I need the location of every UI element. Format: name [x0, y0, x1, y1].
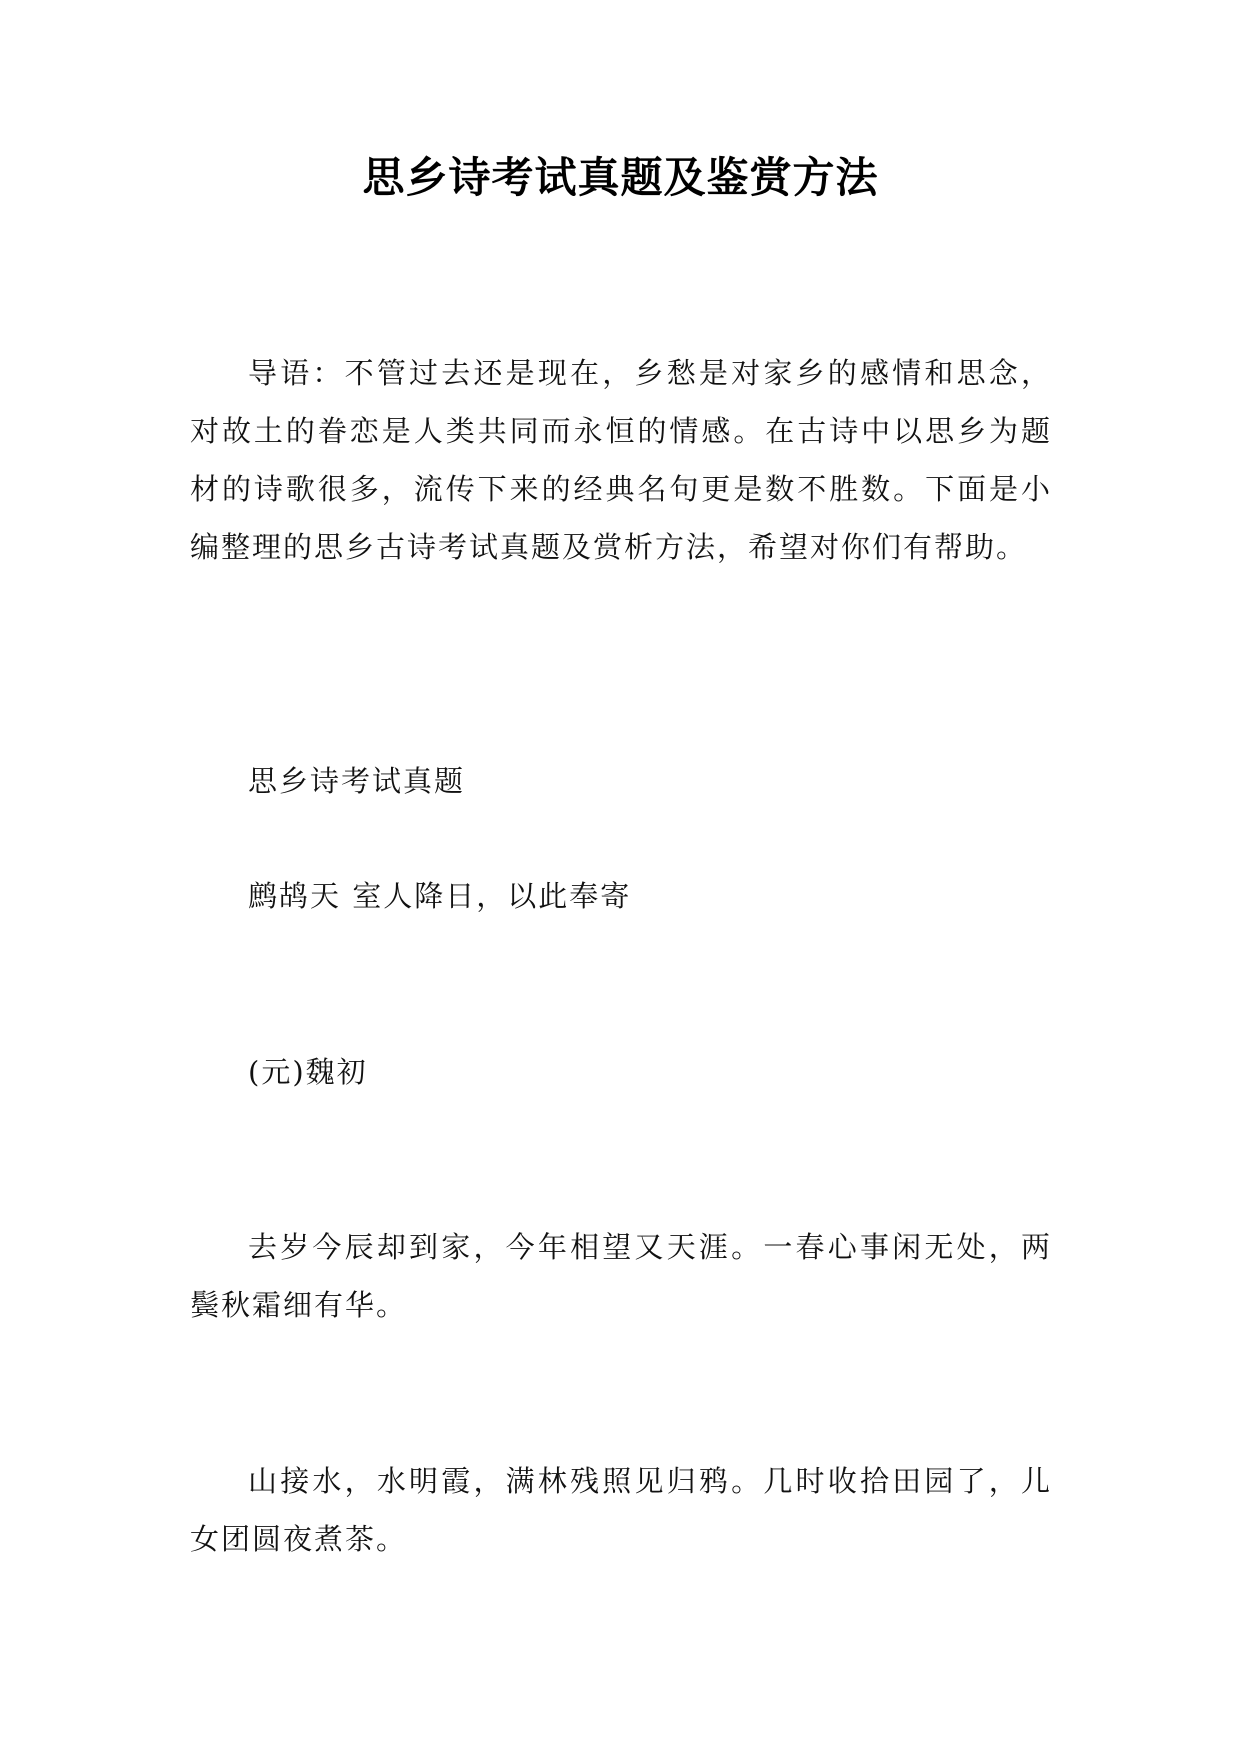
poem-stanza-2: 山接水，水明霞，满林残照见归鸦。几时收拾田园了，儿女团圆夜煮茶。	[190, 1464, 1052, 1556]
poem-stanza-1: 去岁今辰却到家，今年相望又天涯。一春心事闲无处，两鬓秋霜细有华。	[190, 1230, 1052, 1322]
poem-author: (元)魏初	[248, 1055, 368, 1089]
document-title: 思乡诗考试真题及鉴赏方法	[362, 153, 879, 202]
section-heading: 思乡诗考试真题	[248, 764, 466, 798]
intro-paragraph: 导语：不管过去还是现在，乡愁是对家乡的感情和思念，对故土的眷恋是人类共同而永恒的情感。在古诗中以思乡为题材的诗歌很多，流传下来的经典名句更是数不胜数。下面是小编整理的思乡古诗考试真题及赏析方法，希望对你们有帮助。	[190, 356, 1052, 564]
poem-title: 鹧鸪天 室人降日，以此奉寄	[248, 879, 632, 913]
